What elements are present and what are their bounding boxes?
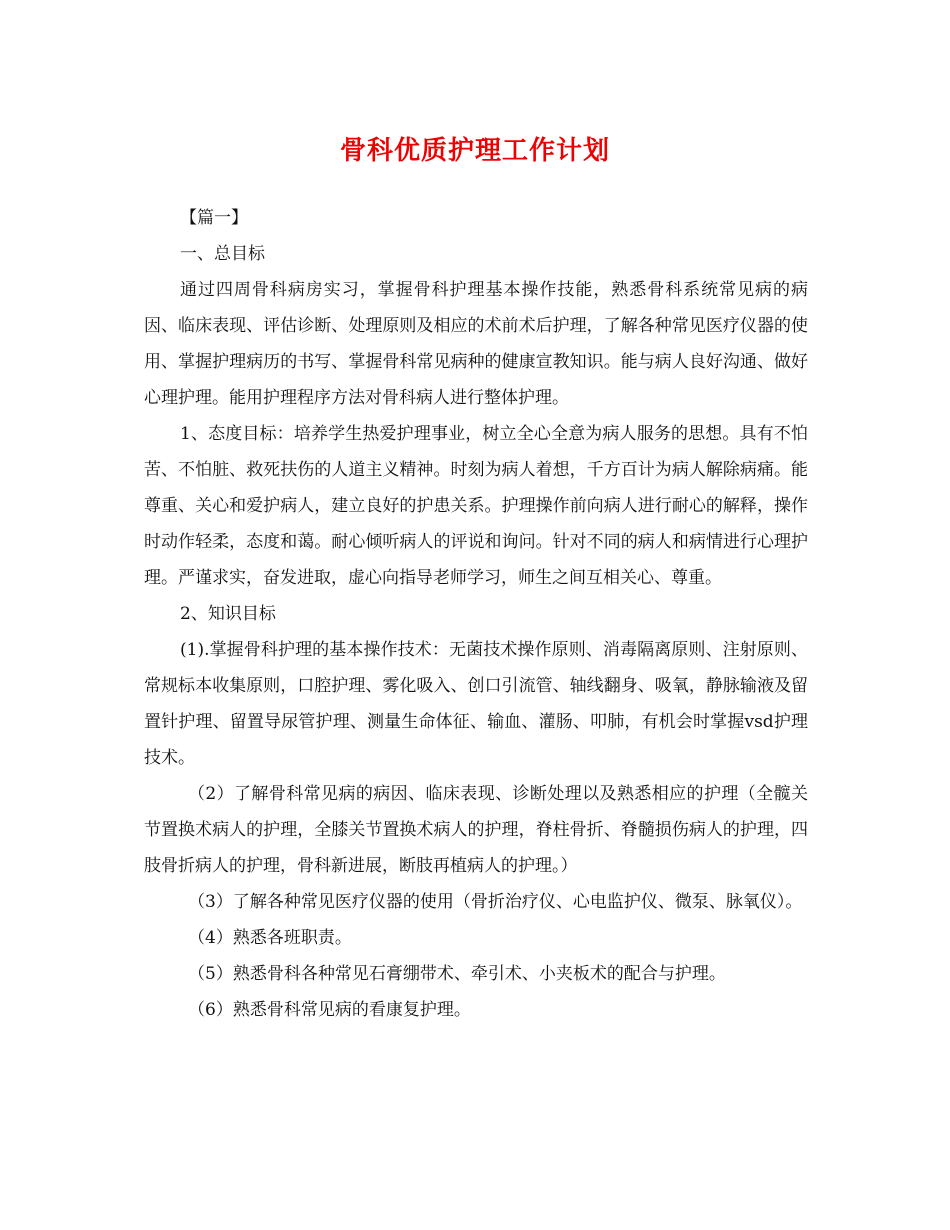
paragraph-knowledge-item-1: (1).掌握骨科护理的基本操作技术：无菌技术操作原则、消毒隔离原则、注射原则、常规标本收集原则，口腔护理、雾化吸入、创口引流管、轴线翻身、吸氧，静脉输液及留置针护理、留置导尿管护理、测量生命体征、输血、灌肠、叩肺，有机会时掌握vsd护理技术。 (144, 640, 808, 768)
paragraph-knowledge-item-5: （5）熟悉骨科各种常见石膏绷带术、牵引术、小夹板术的配合与护理。 (188, 964, 726, 984)
paragraph-attitude-goal: 1、态度目标：培养学生热爱护理事业，树立全心全意为病人服务的思想。具有不怕苦、不怕脏、救死扶伤的人道主义精神。时刻为病人着想，千方百计为病人解除病痛。能尊重、关心和爱护病人，建立良好的护患关系。护理操作前向病人进行耐心的解释，操作时动作轻柔，态度和蔼。耐心倾听病人的评说和询问。针对不同的病人和病情进行心理护理。严谨求实，奋发进取，虚心向指导老师学习，师生之间互相关心、尊重。 (144, 424, 808, 588)
paragraph-knowledge-item-6: （6）熟悉骨科常见病的看康复护理。 (188, 1000, 471, 1020)
paragraph-knowledge-item-2: （2）了解骨科常见病的病因、临床表现、诊断处理以及熟悉相应的护理（全髋关节置换术病人的护理，全膝关节置换术病人的护理，脊柱骨折、脊髓损伤病人的护理，四肢骨折病人的护理，骨科新进展，断肢再植病人的护理。） (144, 784, 808, 876)
document-body (144, 200, 808, 1028)
paragraph-heading-knowledge-goal: 2、知识目标 (180, 604, 276, 624)
document-title: 骨科优质护理工作计划 (339, 136, 610, 166)
paragraph-section-marker: 【篇一】 (180, 208, 248, 228)
paragraph-knowledge-item-3: （3）了解各种常见医疗仪器的使用（骨折治疗仪、心电监护仪、微泵、脉氧仪）。 (188, 892, 803, 912)
paragraph-knowledge-item-4: （4）熟悉各班职责。 (188, 928, 352, 948)
paragraph-overall-goal-body: 通过四周骨科病房实习，掌握骨科护理基本操作技能，熟悉骨科系统常见病的病因、临床表现、评估诊断、处理原则及相应的术前术后护理，了解各种常见医疗仪器的使用、掌握护理病历的书写、掌握骨科常见病种的健康宣教知识。能与病人良好沟通、做好心理护理。能用护理程序方法对骨科病人进行整体护理。 (144, 280, 808, 408)
paragraph-heading-overall-goal: 一、总目标 (180, 244, 265, 264)
